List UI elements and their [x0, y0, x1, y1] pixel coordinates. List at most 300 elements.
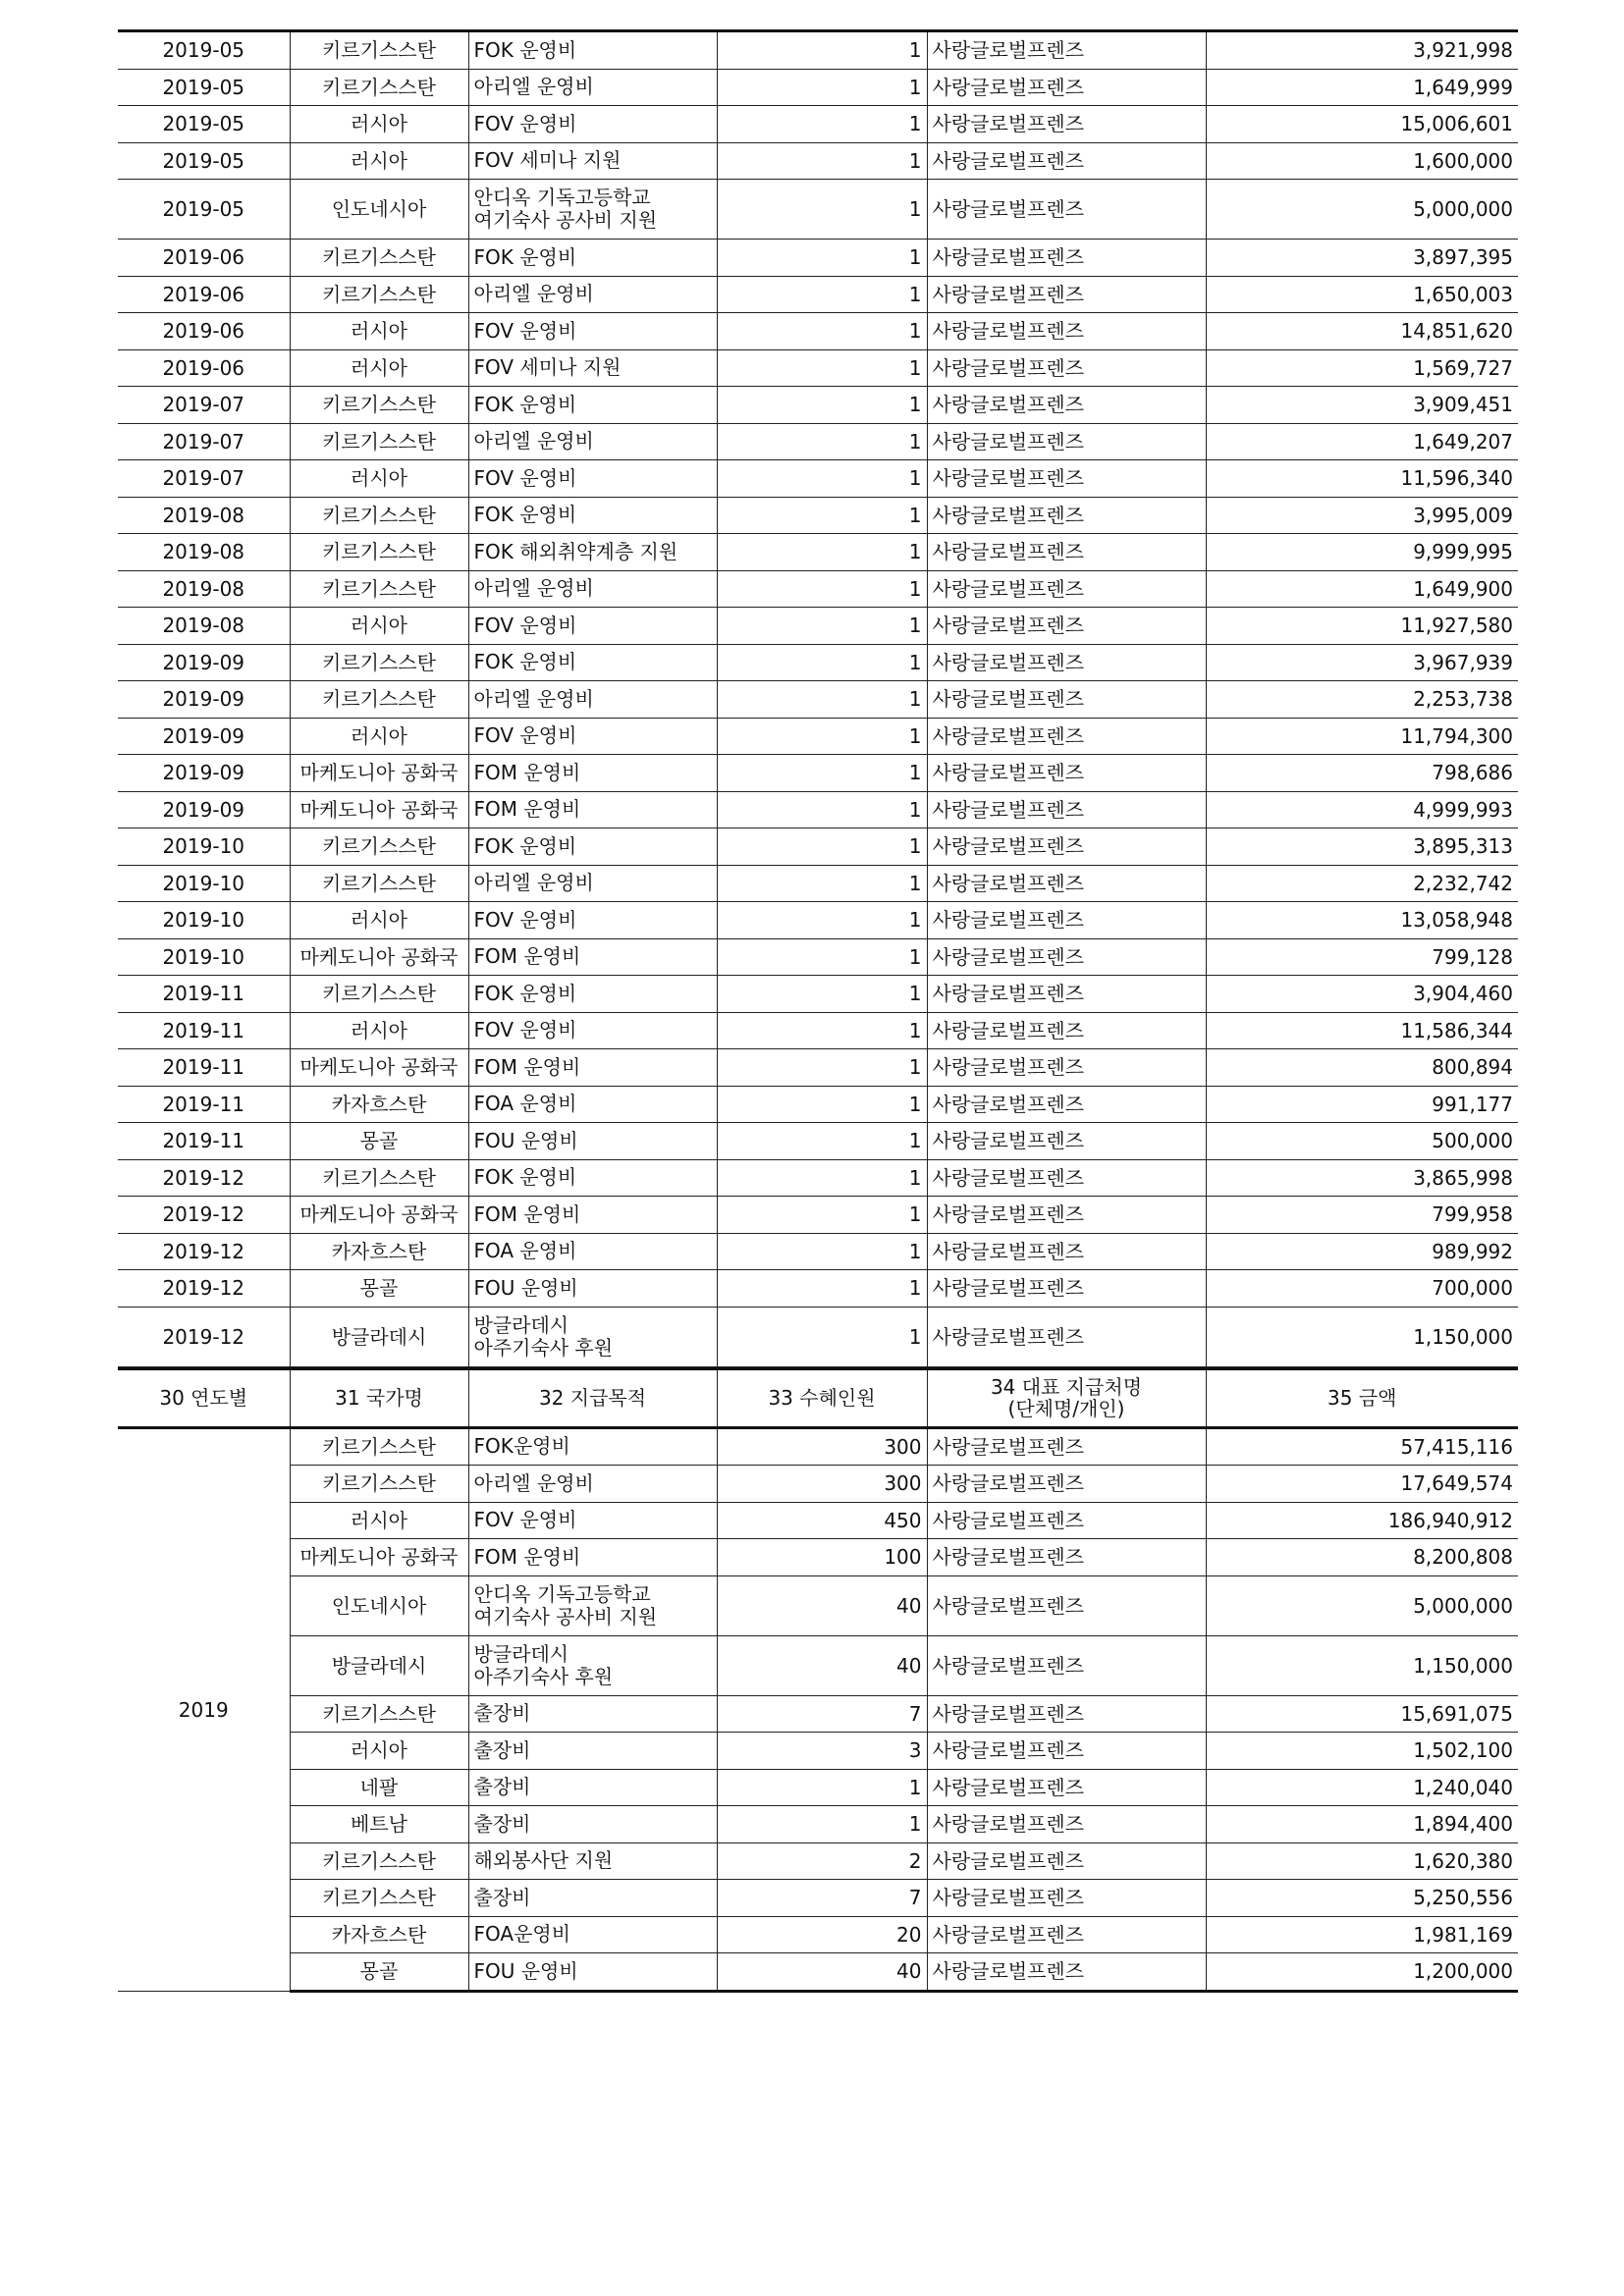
- date-cell: 2019-07: [118, 423, 290, 460]
- purpose-cell: [468, 31, 717, 70]
- count-cell: 1: [717, 276, 927, 313]
- payee-cell: 사랑글로벌프렌즈: [927, 902, 1206, 939]
- amount-cell: 186,940,912: [1206, 1502, 1518, 1539]
- table-row: [118, 31, 1518, 70]
- monthly-payment-table: [118, 29, 1518, 1367]
- amount-cell: 17,649,574: [1206, 1466, 1518, 1503]
- purpose-cell: [468, 423, 717, 460]
- table-row: [118, 1012, 1518, 1049]
- purpose-line: 아주기숙사 후원: [473, 1335, 614, 1360]
- payee-cell: 사랑글로벌프렌즈: [927, 240, 1206, 277]
- country-cell: 인도네시아: [290, 180, 468, 240]
- count-cell: 1: [717, 1159, 927, 1197]
- purpose-cell: [468, 1575, 717, 1635]
- table-row: [118, 1806, 1518, 1843]
- amount-cell: 1,569,727: [1206, 349, 1518, 387]
- date-cell: 2019-10: [118, 938, 290, 976]
- table-row: [118, 1049, 1518, 1087]
- country-cell: 카자흐스탄: [290, 1086, 468, 1123]
- country-cell: 러시아: [290, 349, 468, 387]
- amount-cell: 799,128: [1206, 938, 1518, 976]
- payee-cell: 사랑글로벌프렌즈: [927, 828, 1206, 866]
- country-cell: 인도네시아: [290, 1575, 468, 1635]
- count-cell: 1: [717, 1049, 927, 1087]
- date-cell: 2019-05: [118, 31, 290, 70]
- date-cell: 2019-11: [118, 976, 290, 1013]
- date-cell: 2019-12: [118, 1307, 290, 1366]
- count-cell: 2: [717, 1842, 927, 1880]
- table-row: [118, 1842, 1518, 1880]
- table-row: [118, 1233, 1518, 1270]
- purpose-cell: [468, 276, 717, 313]
- amount-cell: 989,992: [1206, 1233, 1518, 1270]
- country-cell: 베트남: [290, 1806, 468, 1843]
- purpose-line: FOA운영비: [473, 1922, 571, 1947]
- amount-cell: 1,150,000: [1206, 1635, 1518, 1695]
- country-cell: 몽골: [290, 1270, 468, 1308]
- table-row: [118, 1635, 1518, 1695]
- count-cell: 1: [717, 1086, 927, 1123]
- amount-cell: 1,894,400: [1206, 1806, 1518, 1843]
- country-cell: 카자흐스탄: [290, 1233, 468, 1270]
- count-cell: 1: [717, 755, 927, 792]
- purpose-line: FOV 운영비: [473, 318, 577, 343]
- amount-cell: 57,415,116: [1206, 1427, 1518, 1466]
- purpose-cell: [468, 1427, 717, 1466]
- date-cell: 2019-06: [118, 276, 290, 313]
- table-row: [118, 1953, 1518, 1992]
- purpose-line: FOV 운영비: [473, 1018, 577, 1042]
- purpose-line: FOK 운영비: [473, 37, 577, 62]
- purpose-cell: [468, 681, 717, 719]
- table-row: [118, 1197, 1518, 1234]
- count-cell: 1: [717, 349, 927, 387]
- date-cell: 2019-12: [118, 1197, 290, 1234]
- country-cell: 러시아: [290, 902, 468, 939]
- count-cell: 1: [717, 1233, 927, 1270]
- payee-cell: 사랑글로벌프렌즈: [927, 791, 1206, 828]
- payee-cell: 사랑글로벌프렌즈: [927, 1842, 1206, 1880]
- amount-cell: 798,686: [1206, 755, 1518, 792]
- country-cell: 키르기스스탄: [290, 534, 468, 571]
- purpose-line: FOK 운영비: [473, 503, 577, 527]
- payee-cell: 사랑글로벌프렌즈: [927, 180, 1206, 240]
- count-cell: 1: [717, 142, 927, 180]
- amount-cell: 1,600,000: [1206, 142, 1518, 180]
- count-cell: 1: [717, 1270, 927, 1308]
- payee-cell: 사랑글로벌프렌즈: [927, 1733, 1206, 1770]
- purpose-cell: [468, 1842, 717, 1880]
- count-cell: 1: [717, 106, 927, 143]
- amount-cell: 1,649,900: [1206, 570, 1518, 608]
- table-row: [118, 1575, 1518, 1635]
- purpose-cell: [468, 1769, 717, 1806]
- country-cell: 카자흐스탄: [290, 1916, 468, 1953]
- table-row: [118, 570, 1518, 608]
- count-cell: 1: [717, 313, 927, 350]
- amount-cell: 5,250,556: [1206, 1880, 1518, 1917]
- purpose-line: 여기숙사 공사비 지원: [473, 1604, 658, 1629]
- country-cell: 러시아: [290, 1733, 468, 1770]
- count-cell: 1: [717, 1123, 927, 1160]
- table-row: [118, 865, 1518, 902]
- summary-header-row: [118, 1368, 1518, 1427]
- purpose-line: 출장비: [473, 1811, 531, 1836]
- count-cell: 1: [717, 31, 927, 70]
- purpose-line: 여기숙사 공사비 지원: [473, 208, 658, 232]
- table-row: [118, 1307, 1518, 1366]
- date-cell: 2019-09: [118, 644, 290, 681]
- amount-cell: 800,894: [1206, 1049, 1518, 1087]
- purpose-line: FOV 운영비: [473, 465, 577, 490]
- date-cell: 2019-09: [118, 718, 290, 755]
- count-cell: 7: [717, 1880, 927, 1917]
- country-cell: 러시아: [290, 608, 468, 645]
- date-cell: 2019-11: [118, 1086, 290, 1123]
- date-cell: 2019-10: [118, 865, 290, 902]
- purpose-cell: [468, 1502, 717, 1539]
- count-cell: 1: [717, 681, 927, 719]
- country-cell: 키르기스스탄: [290, 31, 468, 70]
- payee-cell: 사랑글로벌프렌즈: [927, 1123, 1206, 1160]
- amount-cell: 11,927,580: [1206, 608, 1518, 645]
- purpose-cell: [468, 1880, 717, 1917]
- purpose-line: FOK 운영비: [473, 650, 577, 674]
- purpose-line: FOK 해외취약계층 지원: [473, 539, 678, 563]
- country-cell: 키르기스스탄: [290, 976, 468, 1013]
- date-cell: 2019-10: [118, 828, 290, 866]
- count-cell: 1: [717, 1012, 927, 1049]
- payee-cell: 사랑글로벌프렌즈: [927, 423, 1206, 460]
- amount-cell: 500,000: [1206, 1123, 1518, 1160]
- table-row: [118, 755, 1518, 792]
- purpose-line: FOV 운영비: [473, 723, 577, 748]
- amount-cell: 3,967,939: [1206, 644, 1518, 681]
- purpose-line: 안디옥 기독고등학교: [473, 1581, 651, 1606]
- amount-cell: 5,000,000: [1206, 1575, 1518, 1635]
- amount-cell: 3,904,460: [1206, 976, 1518, 1013]
- purpose-line: 아리엘 운영비: [473, 576, 594, 601]
- date-cell: 2019-05: [118, 142, 290, 180]
- country-cell: 키르기스스탄: [290, 681, 468, 719]
- amount-cell: 8,200,808: [1206, 1539, 1518, 1576]
- header-payee: [927, 1368, 1206, 1427]
- header-payee-line: 34 대표 지급처명: [990, 1375, 1143, 1399]
- purpose-line: 아리엘 운영비: [473, 282, 594, 306]
- purpose-cell: [468, 902, 717, 939]
- amount-cell: 1,650,003: [1206, 276, 1518, 313]
- date-cell: 2019-05: [118, 106, 290, 143]
- purpose-cell: [468, 387, 717, 424]
- amount-cell: 3,921,998: [1206, 31, 1518, 70]
- count-cell: 1: [717, 570, 927, 608]
- amount-cell: 15,006,601: [1206, 106, 1518, 143]
- purpose-line: FOA 운영비: [473, 1092, 577, 1116]
- count-cell: 100: [717, 1539, 927, 1576]
- payee-cell: 사랑글로벌프렌즈: [927, 865, 1206, 902]
- amount-cell: 1,649,207: [1206, 423, 1518, 460]
- table-row: [118, 1427, 1518, 1466]
- amount-cell: 11,794,300: [1206, 718, 1518, 755]
- table-row: [118, 276, 1518, 313]
- count-cell: 1: [717, 240, 927, 277]
- amount-cell: 13,058,948: [1206, 902, 1518, 939]
- count-cell: 1: [717, 534, 927, 571]
- amount-cell: 1,649,999: [1206, 69, 1518, 106]
- purpose-cell: [468, 718, 717, 755]
- purpose-line: 아리엘 운영비: [473, 429, 594, 454]
- purpose-line: 아리엘 운영비: [473, 1470, 594, 1495]
- count-cell: 40: [717, 1575, 927, 1635]
- purpose-cell: [468, 570, 717, 608]
- purpose-cell: [468, 828, 717, 866]
- date-cell: 2019-11: [118, 1012, 290, 1049]
- purpose-line: FOM 운영비: [473, 1054, 581, 1079]
- payee-cell: 사랑글로벌프렌즈: [927, 1427, 1206, 1466]
- country-cell: 키르기스스탄: [290, 1695, 468, 1733]
- payee-cell: 사랑글로벌프렌즈: [927, 938, 1206, 976]
- country-cell: 키르기스스탄: [290, 497, 468, 534]
- purpose-line: FOV 운영비: [473, 613, 577, 637]
- purpose-cell: [468, 1270, 717, 1308]
- payee-cell: 사랑글로벌프렌즈: [927, 1575, 1206, 1635]
- amount-cell: 3,895,313: [1206, 828, 1518, 866]
- country-cell: 몽골: [290, 1123, 468, 1160]
- count-cell: 40: [717, 1635, 927, 1695]
- annual-summary-rows: [118, 1368, 1518, 1991]
- purpose-cell: [468, 1695, 717, 1733]
- purpose-line: FOM 운영비: [473, 1544, 581, 1569]
- table-row: [118, 1539, 1518, 1576]
- country-cell: 마케도니아 공화국: [290, 1049, 468, 1087]
- country-cell: 몽골: [290, 1953, 468, 1992]
- purpose-line: 출장비: [473, 1885, 531, 1909]
- purpose-cell: [468, 1635, 717, 1695]
- payee-cell: 사랑글로벌프렌즈: [927, 1197, 1206, 1234]
- count-cell: 1: [717, 1307, 927, 1366]
- date-cell: 2019-06: [118, 240, 290, 277]
- country-cell: 마케도니아 공화국: [290, 791, 468, 828]
- purpose-line: 해외봉사단 지원: [473, 1848, 614, 1873]
- country-cell: 키르기스스탄: [290, 1466, 468, 1503]
- country-cell: 마케도니아 공화국: [290, 938, 468, 976]
- payee-cell: 사랑글로벌프렌즈: [927, 681, 1206, 719]
- count-cell: 1: [717, 1197, 927, 1234]
- payee-cell: 사랑글로벌프렌즈: [927, 976, 1206, 1013]
- purpose-cell: [468, 608, 717, 645]
- country-cell: 키르기스스탄: [290, 644, 468, 681]
- purpose-cell: [468, 1733, 717, 1770]
- purpose-cell: [468, 106, 717, 143]
- amount-cell: 1,240,040: [1206, 1769, 1518, 1806]
- summary-year-cell: 2019: [118, 1427, 290, 1991]
- date-cell: 2019-05: [118, 69, 290, 106]
- amount-cell: 5,000,000: [1206, 180, 1518, 240]
- payee-cell: 사랑글로벌프렌즈: [927, 106, 1206, 143]
- count-cell: 3: [717, 1733, 927, 1770]
- country-cell: 키르기스스탄: [290, 240, 468, 277]
- amount-cell: 1,981,169: [1206, 1916, 1518, 1953]
- country-cell: 키르기스스탄: [290, 828, 468, 866]
- payee-cell: 사랑글로벌프렌즈: [927, 1502, 1206, 1539]
- table-row: [118, 976, 1518, 1013]
- payee-cell: 사랑글로벌프렌즈: [927, 313, 1206, 350]
- count-cell: 1: [717, 1769, 927, 1806]
- country-cell: 러시아: [290, 313, 468, 350]
- count-cell: 7: [717, 1695, 927, 1733]
- purpose-line: FOU 운영비: [473, 1275, 578, 1300]
- count-cell: 1: [717, 460, 927, 498]
- amount-cell: 11,586,344: [1206, 1012, 1518, 1049]
- payee-cell: 사랑글로벌프렌즈: [927, 1769, 1206, 1806]
- amount-cell: 2,232,742: [1206, 865, 1518, 902]
- count-cell: 1: [717, 865, 927, 902]
- payee-cell: 사랑글로벌프렌즈: [927, 460, 1206, 498]
- table-row: [118, 1086, 1518, 1123]
- count-cell: 1: [717, 976, 927, 1013]
- count-cell: 1: [717, 497, 927, 534]
- purpose-cell: [468, 180, 717, 240]
- purpose-cell: [468, 1233, 717, 1270]
- table-row: [118, 718, 1518, 755]
- count-cell: 1: [717, 938, 927, 976]
- date-cell: 2019-09: [118, 791, 290, 828]
- table-row: [118, 1123, 1518, 1160]
- count-cell: 1: [717, 644, 927, 681]
- purpose-line: FOV 운영비: [473, 1508, 577, 1532]
- payee-cell: 사랑글로벌프렌즈: [927, 142, 1206, 180]
- table-row: [118, 1695, 1518, 1733]
- count-cell: 1: [717, 387, 927, 424]
- table-row: [118, 1270, 1518, 1308]
- payee-cell: 사랑글로벌프렌즈: [927, 1233, 1206, 1270]
- table-row: [118, 349, 1518, 387]
- payee-cell: 사랑글로벌프렌즈: [927, 718, 1206, 755]
- count-cell: 450: [717, 1502, 927, 1539]
- purpose-line: FOM 운영비: [473, 1201, 581, 1226]
- country-cell: 키르기스스탄: [290, 423, 468, 460]
- amount-cell: 14,851,620: [1206, 313, 1518, 350]
- table-row: [118, 1880, 1518, 1917]
- payee-cell: 사랑글로벌프렌즈: [927, 534, 1206, 571]
- amount-cell: 991,177: [1206, 1086, 1518, 1123]
- monthly-payment-rows: [118, 31, 1518, 1367]
- table-row: [118, 497, 1518, 534]
- purpose-line: FOM 운영비: [473, 944, 581, 969]
- country-cell: 네팔: [290, 1769, 468, 1806]
- country-cell: 러시아: [290, 142, 468, 180]
- purpose-line: FOV 세미나 지원: [473, 355, 622, 380]
- amount-cell: 2,253,738: [1206, 681, 1518, 719]
- table-row: [118, 938, 1518, 976]
- purpose-cell: [468, 1086, 717, 1123]
- payee-cell: 사랑글로벌프렌즈: [927, 387, 1206, 424]
- date-cell: 2019-08: [118, 608, 290, 645]
- purpose-line: FOU 운영비: [473, 1128, 578, 1152]
- purpose-cell: [468, 497, 717, 534]
- amount-cell: 11,596,340: [1206, 460, 1518, 498]
- payee-cell: 사랑글로벌프렌즈: [927, 570, 1206, 608]
- country-cell: 방글라데시: [290, 1307, 468, 1366]
- table-row: [118, 1159, 1518, 1197]
- count-cell: 1: [717, 902, 927, 939]
- count-cell: 300: [717, 1466, 927, 1503]
- table-row: [118, 106, 1518, 143]
- count-cell: 1: [717, 423, 927, 460]
- purpose-cell: [468, 755, 717, 792]
- purpose-line: FOV 운영비: [473, 907, 577, 932]
- purpose-line: 안디옥 기독고등학교: [473, 186, 651, 209]
- count-cell: 300: [717, 1427, 927, 1466]
- count-cell: 1: [717, 608, 927, 645]
- payee-cell: 사랑글로벌프렌즈: [927, 1953, 1206, 1992]
- payee-cell: 사랑글로벌프렌즈: [927, 1086, 1206, 1123]
- payee-cell: 사랑글로벌프렌즈: [927, 31, 1206, 70]
- country-cell: 러시아: [290, 718, 468, 755]
- date-cell: 2019-08: [118, 570, 290, 608]
- purpose-line: FOM 운영비: [473, 760, 581, 784]
- count-cell: 20: [717, 1916, 927, 1953]
- purpose-cell: [468, 1197, 717, 1234]
- purpose-cell: [468, 1049, 717, 1087]
- purpose-cell: [468, 349, 717, 387]
- payee-cell: 사랑글로벌프렌즈: [927, 276, 1206, 313]
- purpose-line: FOK 운영비: [473, 981, 577, 1005]
- country-cell: 러시아: [290, 106, 468, 143]
- date-cell: 2019-09: [118, 755, 290, 792]
- payee-cell: 사랑글로벌프렌즈: [927, 1012, 1206, 1049]
- purpose-cell: [468, 1123, 717, 1160]
- purpose-line: FOV 운영비: [473, 111, 577, 135]
- amount-cell: 1,502,100: [1206, 1733, 1518, 1770]
- country-cell: 키르기스스탄: [290, 1159, 468, 1197]
- country-cell: 마케도니아 공화국: [290, 1197, 468, 1234]
- table-row: [118, 828, 1518, 866]
- purpose-line: FOK 운영비: [473, 244, 577, 269]
- count-cell: 1: [717, 791, 927, 828]
- country-cell: 마케도니아 공화국: [290, 755, 468, 792]
- purpose-line: 출장비: [473, 1701, 531, 1726]
- table-row: [118, 608, 1518, 645]
- payee-cell: 사랑글로벌프렌즈: [927, 1695, 1206, 1733]
- count-cell: 40: [717, 1953, 927, 1992]
- date-cell: 2019-07: [118, 387, 290, 424]
- table-row: [118, 791, 1518, 828]
- header-country: 31 국가명: [290, 1368, 468, 1427]
- amount-cell: 3,865,998: [1206, 1159, 1518, 1197]
- country-cell: 키르기스스탄: [290, 1427, 468, 1466]
- header-count: 33 수혜인원: [717, 1368, 927, 1427]
- date-cell: 2019-10: [118, 902, 290, 939]
- purpose-cell: [468, 1953, 717, 1992]
- purpose-line: FOK 운영비: [473, 1165, 577, 1190]
- country-cell: 키르기스스탄: [290, 865, 468, 902]
- country-cell: 러시아: [290, 1012, 468, 1049]
- table-row: [118, 313, 1518, 350]
- country-cell: 키르기스스탄: [290, 1842, 468, 1880]
- payee-cell: 사랑글로벌프렌즈: [927, 1307, 1206, 1366]
- country-cell: 키르기스스탄: [290, 1880, 468, 1917]
- purpose-cell: [468, 1159, 717, 1197]
- table-row: [118, 1466, 1518, 1503]
- purpose-cell: [468, 1012, 717, 1049]
- payee-cell: 사랑글로벌프렌즈: [927, 608, 1206, 645]
- payee-cell: 사랑글로벌프렌즈: [927, 1539, 1206, 1576]
- country-cell: 키르기스스탄: [290, 387, 468, 424]
- purpose-cell: [468, 938, 717, 976]
- purpose-line: 출장비: [473, 1775, 531, 1799]
- purpose-cell: [468, 142, 717, 180]
